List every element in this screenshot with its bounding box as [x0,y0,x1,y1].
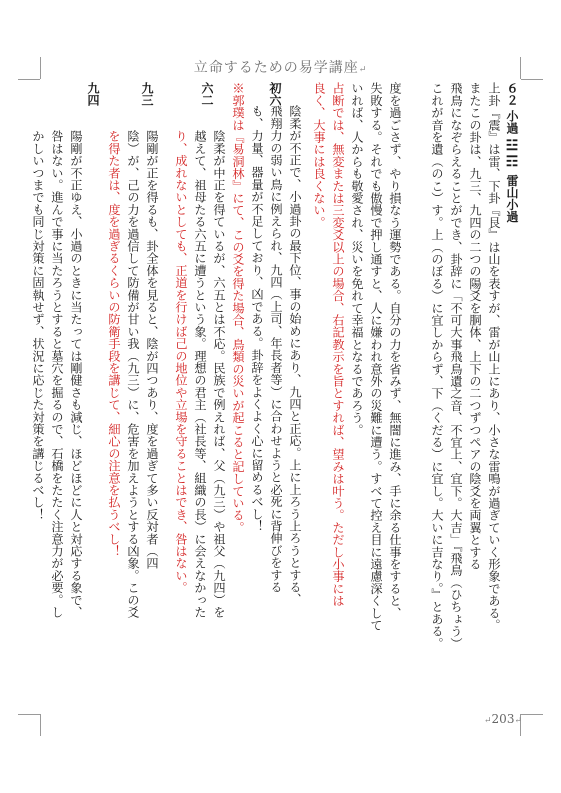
kyusan-column-3: を得た者は、度を過ぎるくらいの防衛手段を講じて、細心の注意を払うべし！ [107,130,121,557]
kyushi-column-3: かしいつまでも同じ対策に固執せず、状況に応じた対策を講じるべし！ [31,130,45,521]
line-label-rikuji: 六二 [200,82,214,106]
line-label-shoriku: 初六 [268,82,282,106]
intro-column-1: 上卦『震』は雷、下卦『艮』は山を表すが、雷が山上にあり、小さな雷鳴が過ぎていく形象である。 [487,82,501,631]
line-label-kyushi: 九四 [86,82,100,106]
body-column-1: 度を過ごさず、やり損なう運勢である。自分の力を省みず、無闇に進み、手に余る仕事をすると、 [388,82,402,619]
intro-column-3: 飛鳥になぞらえることができ、卦辞に「不可大事飛鳥遺之音、不宜上、宜下。大吉」『飛鳥（ひちょう） [449,82,463,650]
kyusan-column-2: 陰）が、己の力を過信して防備が甘い我（九三）に、危害を加えようとする凶象。この爻 [126,130,140,618]
hexagram-name: 小過 [505,110,519,135]
intro-column-2: またこの卦は、九三、九四の二つの陽爻を胴体、上下の二つずつペアの陰爻を両翼とする [468,82,482,570]
rikuji-column-1: 陰柔が中正を得ているが、六五とは不応。民族で例えれば、父（九三）や祖父（九四）を [212,130,226,618]
kyushi-column-1: 陽剛が不正ゆえ、小過のときに当たっては剛健さも減じ、ほどほどに人と対応する象で、 [69,130,83,618]
rikuji-column-3: り、成れないとしても、正道を行けば己の地位や立場を守ることはでき、咎はない。 [174,130,188,594]
crop-mark-tr-h [521,79,543,80]
hexagram-heading [505,82,519,382]
shoriku-column-1: 陰柔が不正で、小過卦の最下位、事の始めにあり、九四と正応。上に上ろう上ろうとする、 [288,105,302,606]
page-number: ↵203↵ [484,712,522,726]
line-label-kyusan: 九三 [140,82,154,106]
header-title: 立命するための易学講座 [193,60,359,76]
hexagram-reading: 雷山小過 [505,174,519,223]
hexagram-number: ６２ [505,82,519,106]
divination-column-2: 良く、大事には良くない。 [312,82,326,229]
shoriku-column-2: 飛翔力の弱い鳥に例えられ、九四（上司、年長者等）に合わせようと必死に背伸びをする [269,105,283,593]
shoriku-column-3: も、力量、器量が不足しており、凶である。卦辞をよくよく心に留めるべし！ [250,105,264,532]
crop-mark-tl-h [18,79,40,80]
return-mark: ↵ [358,65,368,75]
body-column-2: 失敗する。それでも傲慢で押し通すと、人に嫌われ意外の災難に遭う。すべて控え目に遠慮深くして [369,82,383,631]
crop-mark-br-h [521,714,543,715]
hexagram-symbol-icon: ☳☶ [504,138,520,171]
para-mark-icon: ↵ [484,716,492,726]
body-column-3: いれば、人からも敬愛され、災いを免れて幸福となるであろう。 [350,82,364,436]
intro-column-4: これが音を遺（のこ）す。上（のぼる）に宜しからず、下（くだる）に宜し。大いに吉なり。』とある。 [430,82,444,650]
divination-column-1: 占断では、無変または三変爻以上の場合、右記教示を旨とすれば、望みは叶う。ただし小事には [331,82,345,607]
rikuji-column-2: 越えて、祖母たる六五に遭うという象。理想の君主（社長等、組織の長）に会えなかった [193,130,207,618]
page-header [0,57,561,77]
kyushi-column-2: 咎はない。進んで事に当たろうとすると墓穴を掘るので、石橋をたたく注意力が必要。し [50,130,64,618]
rikuji-note: ※郭璞は『易洞林』にて、この爻を得た場合、鳥類の災いが起こると記している。 [231,82,245,534]
kyusan-column-1: 陽剛が正を得るも、卦全体を見ると、陰が四つあり、度を過ぎて多い反対者（四 [145,130,159,570]
